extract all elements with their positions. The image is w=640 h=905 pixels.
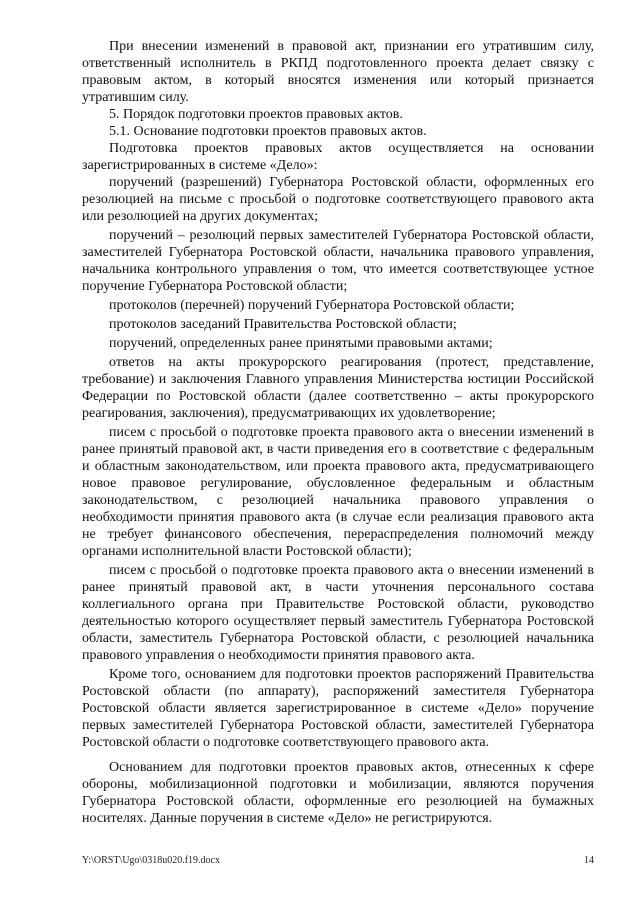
list-item-deputy-resolutions: поручений – резолюций первых заместителей Губернатора Ростовской области, заместителей Губернатора Ростовской области, начальника правового управления, начальника контрольного управления о том, что имеется соответствующее устное поручение Губернатора Ростовской области; <box>82 228 594 294</box>
list-item-prosecutor-responses: ответов на акты прокурорского реагирования (протест, представление, требование) и заключения Главного управления Министерства юстиции Российской Федерации по Ростовской области (далее соответственно – акты прокурорского реагирования, заключения), предусматривающих их удовлетворение; <box>82 355 594 421</box>
document-body <box>82 38 594 827</box>
list-item-governor-orders: поручений (разрешений) Губернатора Ростовской области, оформленных его резолюцией на письме с просьбой о подготовке соответствующего правового акта или резолюцией на других документах; <box>82 175 594 224</box>
paragraph-additional-basis: Кроме того, основанием для подготовки проектов распоряжений Правительства Ростовской области (по аппарату), распоряжений заместителя Губернатора Ростовской области является зарегистрированное в системе «Дело» поручение первых заместителей Губернатора Ростовской области, заместителей Губернатора Ростовской области о подготовке соответствующего правового акта. <box>82 667 594 750</box>
page-number: 14 <box>584 855 594 866</box>
list-item-prior-acts: поручений, определенных ранее принятыми правовыми актами; <box>109 336 493 351</box>
paragraph-defense-basis: Основанием для подготовки проектов правовых актов, отнесенных к сфере обороны, мобилизационной подготовки и мобилизации, являются поручения Губернатора Ростовской области, оформленные его резолюцией на бумажных носителях. Данные поручения в системе «Дело» не регистрируются. <box>82 760 594 826</box>
page-footer <box>82 855 594 867</box>
paragraph-amendment-link: При внесении изменений в правовой акт, признании его утратившим силу, ответственный исполнитель в РКПД подготовленного проекта делает связку с правовым актом, в который вносятся изменения или который признается утратившим силу. <box>82 39 594 105</box>
list-item-governor-protocols: протоколов (перечней) поручений Губернатора Ростовской области; <box>109 298 515 313</box>
list-item-legislation-letters: писем с просьбой о подготовке проекта правового акта о внесении изменений в ранее принятый правовой акт, в части приведения его в соответствие с федеральным и областным законодательством, или проекта правового акта, предусматривающего новое правовое регулирование, обусловленное федеральным и областным законодательством, с резолюцией начальника правового управления о необходимости принятия правового акта (в случае если реализация правового акта не требует финансового обеспечения, перераспределения полномочий между органами исполнительной власти Ростовской области); <box>82 425 594 559</box>
section-heading-5: 5. Порядок подготовки проектов правовых актов. <box>109 107 403 122</box>
paragraph-basis-intro: Подготовка проектов правовых актов осуществляется на основании зарегистрированных в системе «Дело»: <box>82 141 594 173</box>
list-item-government-meetings: протоколов заседаний Правительства Ростовской области; <box>109 317 457 332</box>
subsection-heading-5-1: 5.1. Основание подготовки проектов правовых актов. <box>109 124 427 139</box>
list-item-composition-letters: писем с просьбой о подготовке проекта правового акта о внесении изменений в ранее принятый правовой акт, в части уточнения персонального состава коллегиального органа при Правительстве Ростовской области, руководство деятельностью которого осуществляет первый заместитель Губернатора Ростовской области, заместитель Губернатора Ростовской области, с резолюцией начальника правового управления о необходимости принятия правового акта. <box>82 563 594 663</box>
footer-file-path: Y:\ORST\Ugo\0318u020.f19.docx <box>82 855 220 866</box>
